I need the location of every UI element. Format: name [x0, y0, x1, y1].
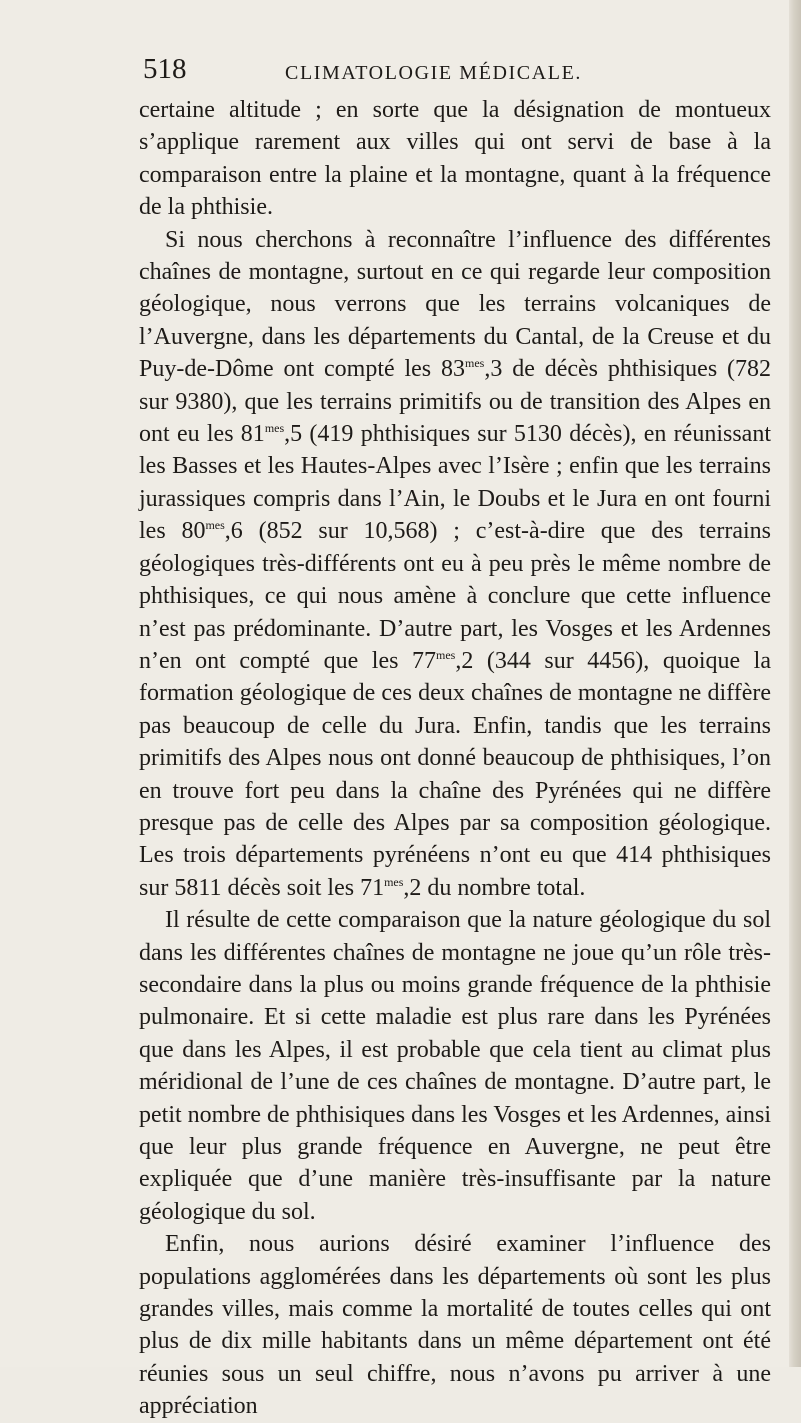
paragraph-conclusion: Il résulte de cette comparaison que la nature géologique du sol dans les différentes chaînes de montagne ne joue qu’un rôle très-secondaire dans la plus ou moins grande fréquence de la phthisie pulmonaire. Et si cette maladie est plus rare dans les Pyrénées que dans les Alpes, il est probable que cela tient au climat plus méridional de l’une de ces chaînes de montagne. D’autre part, le petit nombre de phthisiques dans les Vosges et les Ardennes, ainsi que leur plus grande fréquence en Auvergne, ne peut être expliquée que d’une manière très-insuffisante par la nature géologique du sol. — [139, 907, 771, 1225]
text-segment: ,3 de décès phthisiques (782 sur 9380), que les terrains primitifs ou de transition des Alpes en ont eu les 81 — [139, 356, 772, 448]
ordinal-superscript: mes — [264, 421, 285, 436]
running-head: CLIMATOLOGIE MÉDICALE. — [285, 62, 583, 84]
text-segment: ,2 du nombre total. — [403, 874, 586, 901]
page-header — [143, 54, 763, 94]
paragraph-mountain-chains — [139, 224, 771, 905]
ordinal-superscript: mes — [465, 356, 485, 371]
text-segment: ,5 (419 phthisiques sur 5130 décès), en réunissant les Basses et les Hautes-Alpes avec l’Isère ; enfin que les terrains jurassiques compris dans l’Ain, le Doubs et le Jura en ont fourni les 80 — [139, 421, 771, 545]
paragraph-populations: Enfin, nous aurions désiré examiner l’influence des populations agglomérées dans les départements où sont les plus grandes villes, mais comme la mortalité de toutes celles qui ont plus de dix mille habitants dans un même département ont été réunies sous un seul chiffre, nous n’avons pu arriver à une appréciation — [139, 1231, 771, 1420]
ordinal-superscript: mes — [435, 647, 456, 662]
text-segment: ,2 (344 sur 4456), quoique la formation géologique de ces deux chaînes de montagne ne diffère pas beaucoup de celle du Jura. Enfin, tandis que les terrains primitifs des Alpes nous ont donné beaucoup de phthisiques, l’on en trouve fort peu dans la chaîne des Pyrénées qui ne diffère presque pas de celle des Alpes par sa composition géologique. Les trois départements pyrénéens n’ont eu que 414 phthisiques sur 5811 décès soit les 71 — [139, 647, 771, 901]
ordinal-superscript: mes — [384, 874, 404, 889]
body-text — [139, 94, 771, 1423]
page-edge-shadow — [789, 0, 801, 1367]
page-number: 518 — [143, 53, 187, 85]
ordinal-superscript: mes — [205, 518, 225, 533]
text-segment: Si nous cherchons à reconnaître l’influence des différentes chaînes de montagne, surtout en ce qui regarde leur composition géologique, nous verrons que les terrains volcaniques de l’Auvergne, dans les départements du Cantal, de la Creuse et du Puy-de-Dôme ont compté les 83 — [139, 226, 771, 383]
text-segment: ,6 (852 sur 10,568) ; c’est-à-dire que des terrains géologiques très-différents ont eu à peu près le même nombre de phthisiques, ce qui nous amène à conclure que cette influence n’est pas prédominante. D’autre part, les Vosges et les Ardennes n’en ont compté que les 77 — [139, 518, 771, 674]
paragraph-continuation: certaine altitude ; en sorte que la désignation de montueux s’applique rarement aux villes qui ont servi de base à la comparaison entre la plaine et la montagne, quant à la fréquence de la phthisie. — [139, 97, 771, 221]
